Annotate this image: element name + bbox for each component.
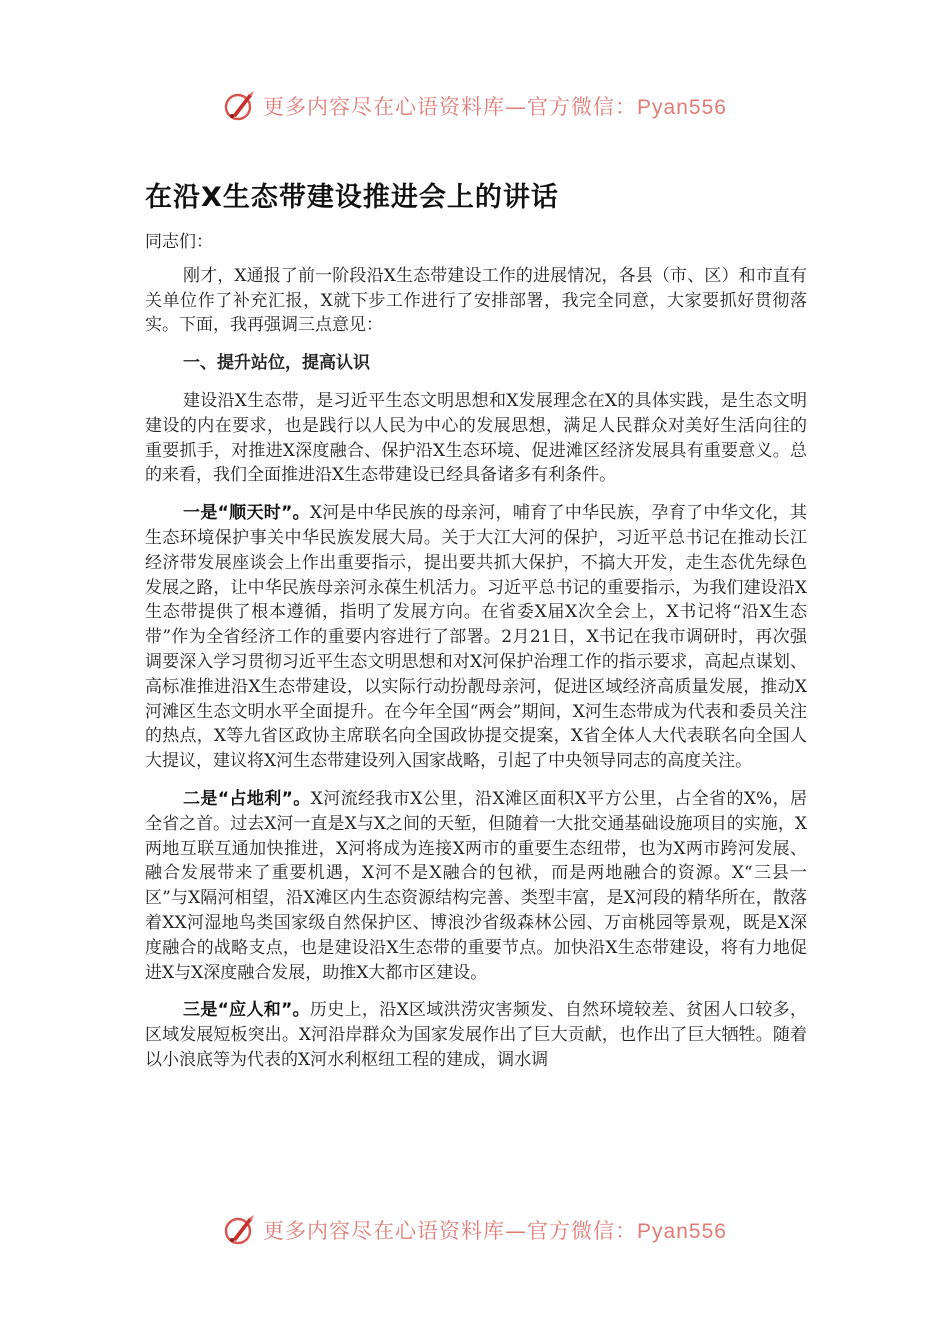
quill-pen-icon bbox=[223, 1213, 257, 1247]
intro-paragraph: 刚才，X通报了前一阶段沿X生态带建设工作的进展情况，各县（市、区）和市直有关单位作了补充汇报，X就下步工作进行了安排部署，我完全同意，大家要抓好贯彻落实。下面，我再强调三点意见： bbox=[145, 265, 807, 336]
point-three-lead: 三是“应人和”。 bbox=[183, 1000, 310, 1021]
point-one-text: X河是中华民族的母亲河，哺育了中华民族，孕育了中华文化，其生态环境保护事关中华民族发展大局。关于大江大河的保护，习近平总书记在推动长江经济带发展座谈会上作出重要指示，提出要共抓大保护，不搞大开发，走生态优先绿色发展之路，让中华民族母亲河永葆生机活力。习近平总书记的重要指示，为我们建设沿X生态带提供了根本遵循，指明了发展方向。在省委X届X次全会上，X书记将“沿X生态带”作为全省经济工作的重要内容进行了部署。2月21日，X书记在我市调研时，再次强调要深入学习贯彻习近平生态文明思想和对X河保护治理工作的指示要求，高起点谋划、高标准推进沿X生态带建设，以实际行动扮靓母亲河，促进区域经济高质量发展，推动X河滩区生态文明水平全面提升。在今年全国“两会”期间，X河生态带成为代表和委员关注的热点，X等九省区政协主席联名向全国政协提交提案，X省全体人大代表联名向全国人大提议，建议将X河生态带建设列入国家战略，引起了中央领导同志的高度关注。 bbox=[145, 503, 807, 772]
watermark-id: Pyan556 bbox=[637, 96, 727, 119]
section-heading: 一、提升站位，提高认识 bbox=[183, 353, 370, 374]
point-one-lead: 一是“顺天时”。 bbox=[183, 503, 310, 524]
point-three-paragraph bbox=[145, 998, 807, 1072]
watermark-text: 更多内容尽在心语资料库—官方微信：Pyan556 bbox=[263, 95, 727, 119]
watermark-footer bbox=[0, 1210, 950, 1250]
point-two-paragraph bbox=[145, 787, 807, 985]
document-body bbox=[145, 230, 807, 1073]
point-two-text: X河流经我市X公里，沿X滩区面积X平方公里，占全省的X%，居全省之首。过去X河一直是X与X之间的天堑，但随着一大批交通基础设施项目的实施，X两地互联互通加快推进，X河将成为连接X两市的重要生态纽带，也为X两市跨河发展、融合发展带来了重要机遇，X河不是X融合的包袱，而是两地融合的资源。X“三县一区”与X隔河相望，沿X滩区内生态资源结构完善、类型丰富，是X河段的精华所在，散落着XX河湿地鸟类国家级自然保护区、博浪沙省级森林公园、万亩桃园等景观，既是X深度融合的战略支点，也是建设沿X生态带的重要节点。加快沿X生态带建设，将有力地促进X与X深度融合发展，助推X大都市区建设。 bbox=[145, 788, 807, 983]
watermark-text: 更多内容尽在心语资料库—官方微信：Pyan556 bbox=[263, 1219, 727, 1243]
point-two-lead: 二是“占地利”。 bbox=[183, 788, 311, 809]
point-one-paragraph bbox=[145, 501, 807, 774]
salutation: 同志们： bbox=[145, 232, 213, 252]
point-three-text: 历史上，沿X区域洪涝灾害频发、自然环境较差、贫困人口较多，区域发展短板突出。X河沿岸群众为国家发展作出了巨大贡献，也作出了巨大牺牲。随着以小浪底等为代表的X河水利枢纽工程的建成，调水调 bbox=[145, 1000, 807, 1070]
section-paragraph: 建设沿X生态带，是习近平生态文明思想和X发展理念在X的具体实践，是生态文明建设的内在要求，也是践行以人民为中心的发展思想，满足人民群众对美好生活向往的重要抓手，对推进X深度融合、保护沿X生态环境、促进滩区经济发展具有重要意义。总的来看，我们全面推进沿X生态带建设已经具备诸多有利条件。 bbox=[145, 390, 807, 486]
document-title: 在沿X生态带建设推进会上的讲话 bbox=[145, 182, 559, 213]
watermark-header bbox=[0, 86, 950, 126]
quill-pen-icon bbox=[223, 89, 257, 123]
watermark-id: Pyan556 bbox=[637, 1220, 727, 1243]
